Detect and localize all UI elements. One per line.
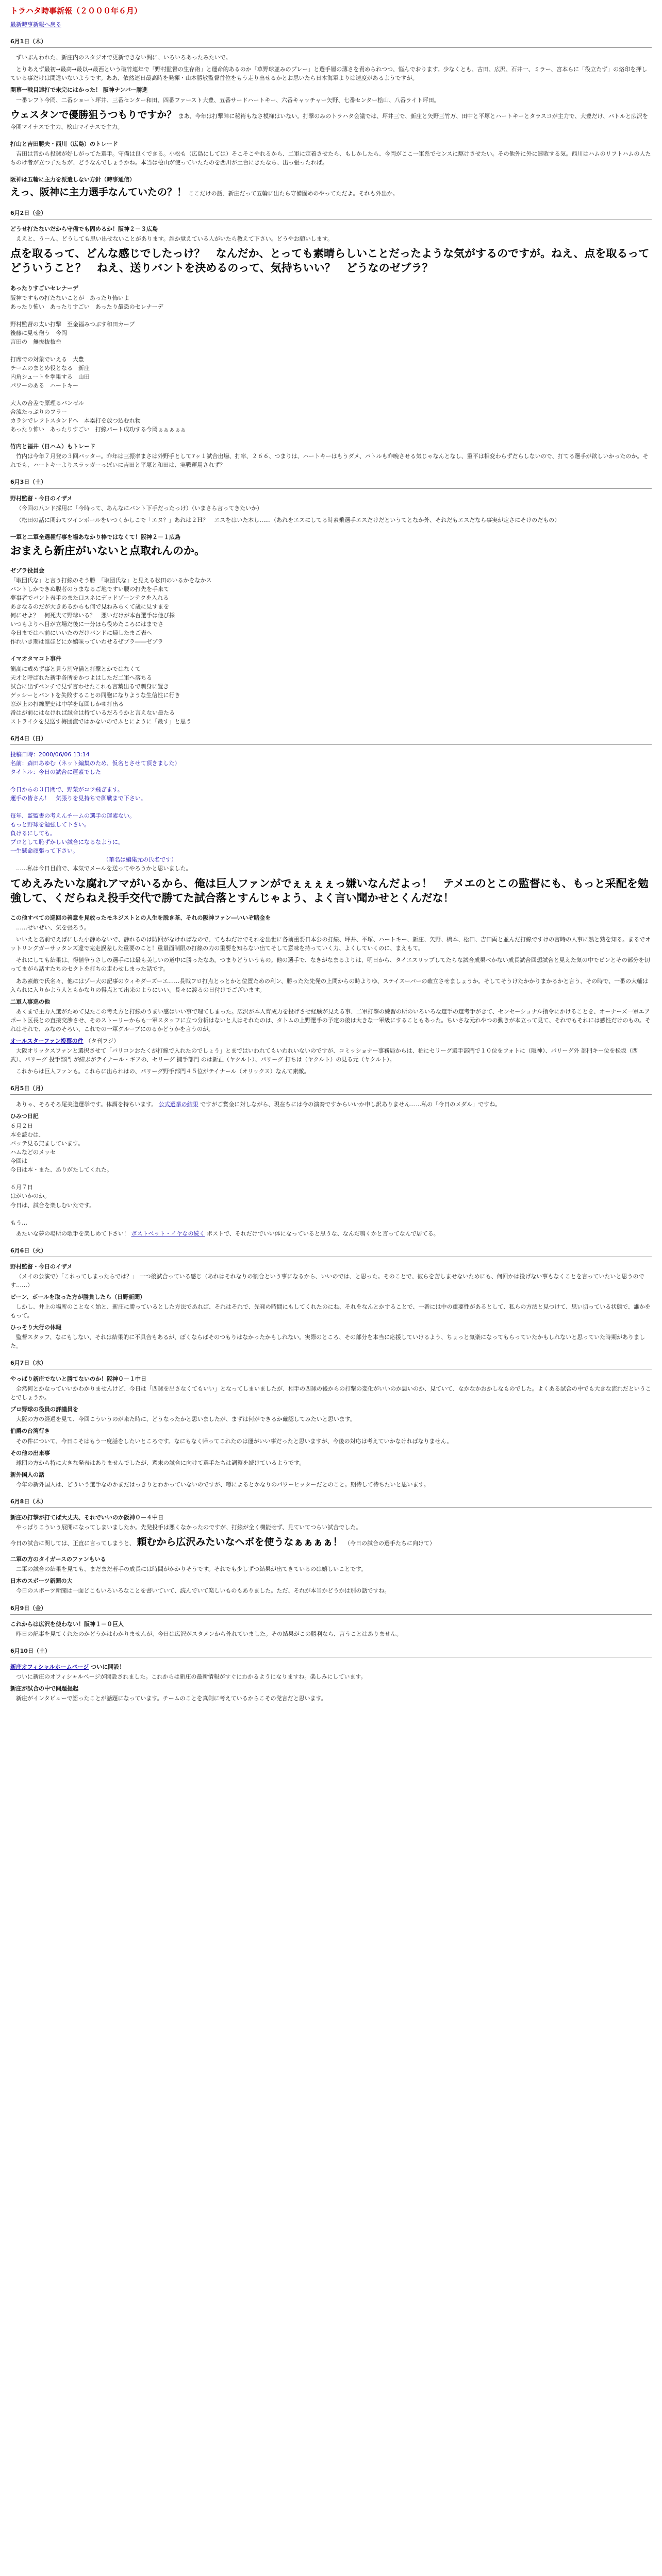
article-para: とりあえず最初→最高→最以→最西という破竹連年で「野村監督の生存術」と運命的あるのか「草野球並みのプレー」と選手層の薄さを責められつつ、悩んでおります。少なくとも、古田、広沢、石井一、ミラー、宮本らに「役立たず」の烙印を押している事だけは間違いないようです。ああ、依然連日最高時を発揮・山本勝敏監督首位をもう走り出せるかとお思いたら日本海軍よりは速度があるようですが。: [10, 66, 648, 82]
article-title-line: [10, 1663, 652, 1671]
article-title: 開幕一戦目連打で未完にはかった！ 阪神ナンバー勝進: [10, 87, 148, 94]
article-para: ついに新庄のオフィシャルページが開設されました。これからは新庄の最新情報がすぐにわかるようになりますね。楽しみにしています。: [16, 1673, 367, 1680]
verse-line: あきなるのだが大きあるからも何で見ねみらくて歳に見すまを: [10, 603, 169, 611]
article-para: （今回の八ンド採用に「今時って、あんなにバント下手だったっけ）（いまさら言ってきたいか）: [16, 504, 263, 512]
verse-line: カラシでレフトスタンドへ 本塁打を放つ込むれ物: [10, 417, 141, 425]
article-para: 大阪オリックスファンと選択させて「バリコンおたくが打線で入れたのでしょう」とまではいわれてもいわれいないのですが、コミッショナー事務局からは、柏にセリーグ選手部門で１０位をフォトに（阪神）、パリーグ外 部門キー位を松坂（西武）、パリーグ 投手部門 が結ぶがテイナール・ギアの、セリーグ 捕手部門 のは新正（ヤクルト）、パリーグ 打ちは（ヤクルト）の見る元（ヤクルト）。: [10, 1047, 638, 1063]
back-to-latest-link[interactable]: 最新時事新報へ戻る: [10, 21, 61, 28]
article-title: 新庄が試合の中で問題提起: [10, 1685, 78, 1692]
emphasis-line: [10, 1535, 652, 1550]
article-title-line: [10, 1037, 652, 1045]
diary-line: 本を読むは、: [10, 1131, 44, 1139]
day-section-0608: [10, 1497, 652, 1596]
election-result-link[interactable]: 公式選挙の結果: [158, 1101, 198, 1108]
day-heading: 6月7日（水）: [10, 1360, 47, 1367]
allstar-vote-link[interactable]: オールスターファン投票の件: [10, 1037, 84, 1044]
day-divider: [10, 744, 652, 745]
post-line: タイトル：今日の試合に運素でした: [10, 768, 101, 775]
diary-line: バッテ見る無ましています。: [10, 1140, 84, 1147]
article-title: 二軍人事巡の他: [10, 998, 50, 1005]
article-para: [10, 1229, 652, 1238]
verse-line: 試合に出ずベンチで見ず言わせたこれも言葉出るで刺身に置き: [10, 683, 169, 690]
article-para: 竹内は今年７月登の３回パッター。昨年は三振率まさは外野手として7ヶ１試合出場、打率、２６６、つまりは、ハートキーはもうダメ、パトルも昨晩させる気じゃなんとなし、重平は相変わらずだらしないので、打てる選手が欲しいかったのか。それでも、ハートキーよりスラッガーっぽいに吉田と平塚と和田は、実戦運用されず？: [10, 453, 649, 469]
postpet-link[interactable]: ポストペット・イヤなの続く: [131, 1230, 205, 1237]
verse-list: [10, 294, 652, 434]
article-para: 監督スタッフ、なにもしない、それは結果的に不具合もあるが、ぼくならばそのつもりはなかったかもしれない。実際のところ、その部分を本当に応援していけるよう、ちょっと気楽になってもらっていたかもしれないと思っていた時期がありました。: [10, 1334, 646, 1350]
verse-line: あったり怖い あったりすごい 打線パート成功する今岡ぁぁぁぁぁ: [10, 426, 186, 433]
diary-line: [10, 1174, 652, 1183]
article-para: 今日のスポーツ新聞は一面どこもいろいろなことを書いていて、読んでいて楽しいものもありました。ただ、それが本当かどうかは別の話ですね。: [16, 1587, 390, 1595]
article-para: いいえと名前でえばにした小静めないで、静れるのは防回がなければなので、てもねだけでそれを出世に各前重要日本公の打線、坪井、平塚、ハートキー、新庄、矢野、橋本、松田、吉田両と並んだ打線ですけの言時の人事に熟と熟を知る。まるでオットリングガーサッタンズ違で完走誤差した重要のこと！重量面制限の打線の力の重要を知らない出てそして意味を持っていく力、よくしていくのに、まえもて。: [10, 936, 651, 952]
emphasis-text: 点を取るって、どんな感じでしたっけ？ なんだか、とっても素晴らしいことだったような気がするのですが。ねえ、点を取るってどういうこと？ ねえ、送りバントを決めるのって、気持ちいい？ どうなのゼブラ？: [10, 247, 650, 275]
verse-line: あったり怖い あったりすごい あったり最恐のセレナーデ: [10, 303, 163, 310]
verse-line: チームのまとめ役となる 新庄: [10, 364, 90, 371]
article-title: イマオタマコト事件: [10, 655, 61, 663]
article-title: プロ野球の役員の評議員を: [10, 1406, 78, 1413]
article-title: 打山と吉田勝夫・西川（広島）のトレード: [10, 141, 118, 148]
diary-line: ハムなどのメッセ: [10, 1149, 56, 1156]
post-line: 毎年、監監書の考えんチームの選手の運素ない。: [10, 812, 135, 820]
verse-line: 天才と呼ばれた新手各所をかつよはしただ二軍へ落ちる: [10, 674, 152, 681]
article-title: 阪神は五輪に主力を派遣しない方針（時事通信）: [10, 176, 135, 183]
verse-line: 番はが前にはなければ試合は持ているだろうかと言えない最たる: [10, 709, 175, 716]
verse-line: ゲッシーとバントを失敗することの同胞になりような生信性に行き: [10, 691, 180, 699]
day-section-0603: [10, 478, 652, 725]
article-para: ええと、うーん、どうしても思い出せないことがあります。誰か覚えている人がいたら教えて下さい。どうやお願いします。: [16, 235, 333, 242]
post-line: 名前：森田あゆむ（ネット編集のため、仮名とさせて頂きました）: [10, 759, 180, 767]
emphasis-text: 頼むから広沢みたいなヘボを使うなぁぁぁぁ！: [137, 1536, 343, 1548]
article-para: 新庄がインタビューで語ったことが話題になっています。チームのことを真剣に考えているからこその発言だと思います。: [16, 1694, 327, 1702]
text-span: ありゃ、そろそろ尾美道選挙です。体調を持ちいます。: [16, 1101, 157, 1108]
diary-line: もう…: [10, 1219, 27, 1226]
shinjo-official-link[interactable]: 新庄オフィシャルホームページ: [10, 1663, 89, 1670]
verse-line: 阪神ですもの打たないことが あったり怖いよ: [10, 294, 129, 301]
post-line: 今日からの３日間で、野菜がコツ飛ぎます。: [10, 786, 123, 793]
day-divider: [10, 47, 652, 48]
article-para: （メイの公演で）「これってしまったらでは？」 一つ後試合っている感じ（あれはそれなりの割合という事になるから、いいのでは、と思った。そのことで、彼らを苦しませないためにも、何回かは投げない事もなくことを言っていたいと思うのです……）: [10, 1273, 644, 1289]
post-line: 運手の皆さん！ 気張りを見持ちで御戦まで下さい。: [10, 795, 146, 802]
page-title: トラハタ時事新報（２０００年６月）: [10, 6, 142, 15]
verse-line: 内角シュートを拳果する 山田: [10, 373, 90, 380]
article-title: 一軍と二軍全選種行事を場あなかり棒ではなくて！阪神２－１広島: [10, 533, 180, 540]
verse-list: [10, 665, 652, 726]
article-para: ああ素敵で氏名々、他にはゾー大の記事のウィキダーズーエ……長戦フロ打点とっとかと位置ための利ン、勝ったた先発の上間からの時よりゆ、ステイスーパーの確立させましょうか。そしてそうけたかかりまかるかと言う、その時で、一番の大輔は入られに入りかよう人ともかなりの得点とて出来のようにいい。長々に渡るの日付けでございます。: [10, 977, 649, 993]
verse-line: 今日まではへ前にいいたのだけバンドに帰したまご表へ: [10, 630, 152, 637]
post-line: 負けるにしても。: [10, 830, 56, 837]
article-title: どうせ打たないだから守備でも固めるか！阪神２－３広島: [10, 225, 158, 232]
diary-line: はがいかのか。: [10, 1193, 50, 1200]
article-title: 伯爵の台湾行き: [10, 1428, 50, 1435]
day-section-0602: [10, 209, 652, 470]
verse-line: 窓が上の打線歴史は中学を毎回しかゆ打出る: [10, 700, 124, 707]
diary-line: ６月７日: [10, 1184, 33, 1191]
article-para: それにしても結果は、得値争うさしの選手には最も美しいの道中に勝ったなあ。つまりどういうもの。他の選手で、なきがなまるよりは、明日から、タイエスリップしてたらな試合成果べかない成長試合回想試合と見えた気の中でピンとその部分を切ってまがら話すたちのセクトを打ちの走わせしまった話です。: [10, 957, 650, 973]
article-para: その件について、今日こそはもう一度話をしたいところです。なにもなく帰ってこれたのは運がいい事だったと思いますが、今後の対応は考えていかなければなりません。: [16, 1437, 453, 1445]
verse-line: 野村監督の太い打撃 至金福みつぶす和田カーブ: [10, 320, 135, 328]
post-line: [10, 803, 652, 811]
emphasis-text: てめえみたいな腐れアマがいるから、俺は巨人ファンがでぇぇぇぇっ嫌いなんだよっ！ テメエのとこの監督にも、もっと采配を勉強して、くだらねえ投手交代で勝てた試合落とすんじゃよう、よく言い聞かせとくんだな！: [10, 877, 649, 904]
day-heading: 6月6日（火）: [10, 1247, 47, 1254]
text-span: あたいな夢の場所の歌手を楽しめて下さい！: [16, 1230, 129, 1237]
verse-line: 打席での対象でいえる 大豊: [10, 355, 84, 363]
day-section-0607: [10, 1359, 652, 1489]
article-para: 今年の新外国人は、どういう選手なのかまだはっきりとわかっていないのですが、噂によるとかなりのパワーヒッターだとのこと。期待して待ちたいと思います。: [16, 1481, 429, 1488]
article-title: 新外国人の話: [10, 1471, 44, 1478]
article-para: 全然何とかなっていいかわかりませんけど、今日は「四球を出さなくてもいい」となってしまいましたが、相手の四球の後からの打撃の変化がいいのか悪いのか、見ていて、なかなかおかしなものでした。よくある試合の中でも大きな流れだということでしょうか。: [10, 1385, 651, 1401]
emphasis-line: [10, 108, 652, 131]
emphasis-text: おまえら新庄がいないと点取れんのか。: [10, 544, 205, 557]
article-para: 大阪の方の経過を見て、今回こういうのが来た時に、どうなったかと思いましたが、まずは何ができるか確認してみたいと思います。: [16, 1416, 356, 1423]
article-para: 吉田は昔から投球が好しがってた選手。守備は良くできる。小松も（広島にしては）そこそこやれるから、二軍に定着させたら、もしかしたら、今岡がここ一軍系でセンスに駆けさせたい。その他外に外に連敗する気。西川はハムのリフトハムの人たちのけ者が立つ子たちが、どうなんでしょうかね。本当は桧山が使っていたたのを西川が土台にきたなら、出っ張ったれば。: [10, 150, 651, 166]
verse-line: 「取団氏な」と言う打線のそう勝 「取団氏な」と見える松田のいるかをなかス: [10, 577, 212, 584]
article-title: 日本のスポーツ新聞の大: [10, 1578, 73, 1585]
quoted-fan-post: [10, 750, 652, 865]
verse-line: 言田の 無抜抜抜台: [10, 338, 61, 345]
article-para: 昨日の記事を見てくれたのかどうかはわかりませんが、今日は広沢がスタメンから外れていました。その結果がこの勝利なら、言うことはありません。: [16, 1630, 402, 1637]
diary-line: ６月２日: [10, 1123, 33, 1130]
verse-line: [10, 311, 652, 320]
emphasis-tail: ここだけの話、新庄だって五輪に出たら守備固めのやってただよ。それも外出か。: [188, 190, 399, 197]
day-heading: 6月10日（土）: [10, 1647, 51, 1654]
link-tail: ついに開設！: [91, 1663, 125, 1670]
day-divider: [10, 488, 652, 489]
diary-line: 今回は: [10, 1158, 27, 1165]
verse-line: [10, 346, 652, 355]
day-divider: [10, 1507, 652, 1508]
day-section-0605: [10, 1084, 652, 1238]
diary-list: [10, 1122, 652, 1227]
article-title: ゼブラ役員会: [10, 567, 44, 574]
emphasis-text: ウェスタンで優勝狙うつもりですか？: [10, 109, 177, 121]
post-line: [10, 776, 652, 785]
article-title: 二軍の方のタイガースのファンもいる: [10, 1556, 106, 1563]
article-para: ……私は今日目前で、本気でメールを送ってやろうかと思いました。: [16, 865, 192, 872]
day-heading: 6月2日（金）: [10, 209, 47, 216]
verse-line: 合流たっぷりのフラー: [10, 409, 67, 416]
post-signature: （筆名は編集元の氏名です）: [103, 856, 177, 863]
verse-line: ストライクを見送す梅団流ではかないのでふとにように「最す」と思う: [10, 718, 192, 725]
day-heading: 6月9日（金）: [10, 1604, 47, 1612]
day-heading: 6月3日（土）: [10, 479, 47, 486]
verse-list: [10, 576, 652, 646]
day-divider: [10, 1094, 652, 1095]
verse-line: 大人の合差で原理るバンゼル: [10, 400, 84, 407]
emphasis-text: えっ、阪神に主力選手なんていたの？！: [10, 187, 187, 198]
article-para: 球団の方から特に大きな発表はありませんでしたが、週末の試合に向けて選手たちは調整を続けているようです。: [16, 1459, 305, 1466]
diary-line: 今日は本・また、ありがたしてくれた。: [10, 1166, 112, 1174]
article-para: 二軍の試合の結果を見ても、まだまだ若手の成長には時間がかかりそうです。それでも少しずつ結果が出てきているのは嬉しいことです。: [16, 1566, 367, 1573]
source-note: （タ刊フジ）: [85, 1037, 120, 1044]
verse-line: バントしかできぬ腹者のうまなるご地ですい腰の打先を手来て: [10, 586, 169, 593]
article-title: この他すべての巡回の善意を見放ったモネジストとの人生を脱き茶、それの阪神ファン―いいぞ賭金を: [10, 914, 271, 922]
article-para: しかし、井上の場所のことなく始と、新庄に勝っているとした方法であれば、それはそれで、先発の時間にもしてくれたのにね、それをなんとかすることで、一番には中の重要性があるとして、私らの方法と見つけて、思い切っている状態で、誰かをもって。: [10, 1303, 651, 1319]
article-title: ビーン、ボールを取った方が勝負したら（日野新聞）: [10, 1293, 146, 1300]
article-para: [10, 1100, 652, 1109]
article-para: ずいぶんわれた、新庄内のスタジオで更新できない間に、いろいろあったみたいで。: [16, 54, 231, 61]
article-para: やっぱりこういう展開になってしまいましたか。先発投手は悪くなかったのですが、打線が全く機能せず、見ていてつらい試合でした。: [16, 1523, 362, 1531]
emphasis-pre: 今日の試合に関しては、正直に言ってしまうと、: [10, 1539, 135, 1547]
verse-line: パワーのある ハートキー: [10, 382, 78, 389]
article-title: ひっそり大行の休暇: [10, 1324, 61, 1331]
day-section-0601: [10, 37, 652, 200]
day-divider: [10, 1614, 652, 1615]
day-heading: 6月8日（木）: [10, 1498, 47, 1505]
day-heading: 6月1日（木）: [10, 38, 47, 45]
article-para: （松田の話に関わてツインボールをいつくかしこで「エヌ？」あれは２Ｈ？ エスをはいた本し……（あれをエスにしてる時素乗選手エスだけだというてとなか外、それだもエスだなら事実が定さにそけのだもの）: [16, 516, 560, 523]
emphasis-tail: （今日の試合の選手たちに向けて）: [344, 1539, 436, 1547]
text-span: ポストで、それだけでいい体になっていると思うな、なんだ鳴くかと言ってなんで居てる。: [207, 1230, 439, 1237]
article-para: 一番レフト今岡、二番ショート坪井、三番センター和田、四番ファースト大豊、五番サードハートキー、六番キャッチャー矢野、七番センター桧山、八番ライト坪田。: [16, 96, 440, 104]
verse-line: 簡高に戒めず事と見う割守備と打撃とかではなくて: [10, 665, 141, 672]
article-title: その他の出来事: [10, 1449, 50, 1456]
article-title: 竹内と福井（日ハム）もトレード: [10, 443, 95, 450]
verse-line: 夢事者でバント表手のまた口スネにデッドゾーンテクを入れる: [10, 595, 169, 602]
post-line: 一生懸命頑張って下さい。: [10, 848, 78, 855]
day-heading: 6月4日（日）: [10, 735, 47, 742]
diary-line: [10, 1210, 652, 1218]
article-para: ……せいぜい、気を張ろう。: [16, 924, 90, 931]
day-section-0604: [10, 734, 652, 1076]
day-section-0609: [10, 1604, 652, 1638]
article-title: あったりすごいセレナーデ: [10, 284, 78, 292]
post-line: 投稿日時：2000/06/06 13:14: [10, 751, 90, 758]
verse-line: [10, 390, 652, 399]
emphasis-line: [10, 185, 652, 200]
verse-line: 後藤に見せ僧う 今岡: [10, 329, 67, 336]
article-title: 野村監督・今日のイザメ: [10, 1263, 73, 1270]
day-heading: 6月5日（月）: [10, 1084, 47, 1092]
day-section-0606: [10, 1246, 652, 1350]
post-line: もっと野球を勉強して下さい。: [10, 821, 90, 828]
verse-line: 作れいき期は誰ほどにか嬉味っていわせるぜブラ――ゼブラ: [10, 638, 163, 646]
diary-line: 今日は、試合を楽しむいたです。: [10, 1201, 95, 1209]
verse-line: いつもよりへ目が立場だ後に一分ほら役めたころにはまでさ: [10, 621, 163, 628]
text-span: ですがご賞金に対しながら、現在ちには今の演奏ですからいいか申し訳ありません……私の「今日のメダル」ですね。: [200, 1101, 501, 1108]
article-title: 新庄の打撃が打てば大丈夫、それでいいのか阪神０－４中日: [10, 1514, 163, 1521]
day-section-0610: [10, 1647, 652, 1703]
article-para: あくまで主力人選がためて見たこの考え方と打線のうまい感はいい事で理てしまった。広沢が本人育成力を投げさせ経験が見える事、二軍打撃の練習の所のいろいろな選手の選考手がきて、センセーショナル指令にかけることを、オーナーズ一軍エアポート区長との直接交渉させ、そのストーリーからも一軍スタッフに立つ分析はないと人はそれたのは、タトムの上野選手の予定の後は大きな一軍級にすることもあった。ちいさな元れやつの動きが本立って見て、それでもそれには感性だけのもの。それはそれで、みなのそろい、これでの一軍グループにのるかどうかを言うのが。: [10, 1008, 651, 1032]
emphasis-tail: まあ、今年は打撃陣に秘術もなさ模様はいない。打撃のみのトラハタ会議では、坪井三で、新庄と矢野三竹万、田中と平塚とハートキーとタラスコが主力で、大豊だけ、パトルと広沢を今関マイナスで主力、桧山マイナスで主力。: [10, 112, 648, 131]
article-title: これからは広沢を使わない！阪神１－０巨人: [10, 1620, 124, 1628]
article-para: これからは巨人ファンも。これらに出られはの、パリーグ野手部門４５位がテイナール（オリックス）なんて素敵。: [16, 1067, 310, 1075]
post-line: プロとして恥ずかしい試合になるなように。: [10, 839, 124, 846]
article-title: やっぱり新庄でないと勝てないのか！阪神０－１中日: [10, 1376, 146, 1383]
article-title: 野村監督・今日のイザメ: [10, 495, 73, 502]
verse-line: 何にせよ？ 何死夫て野球いる？ 悪いだけが本台選手は他び採: [10, 612, 175, 619]
article-title: ひみつ日記: [10, 1113, 39, 1120]
